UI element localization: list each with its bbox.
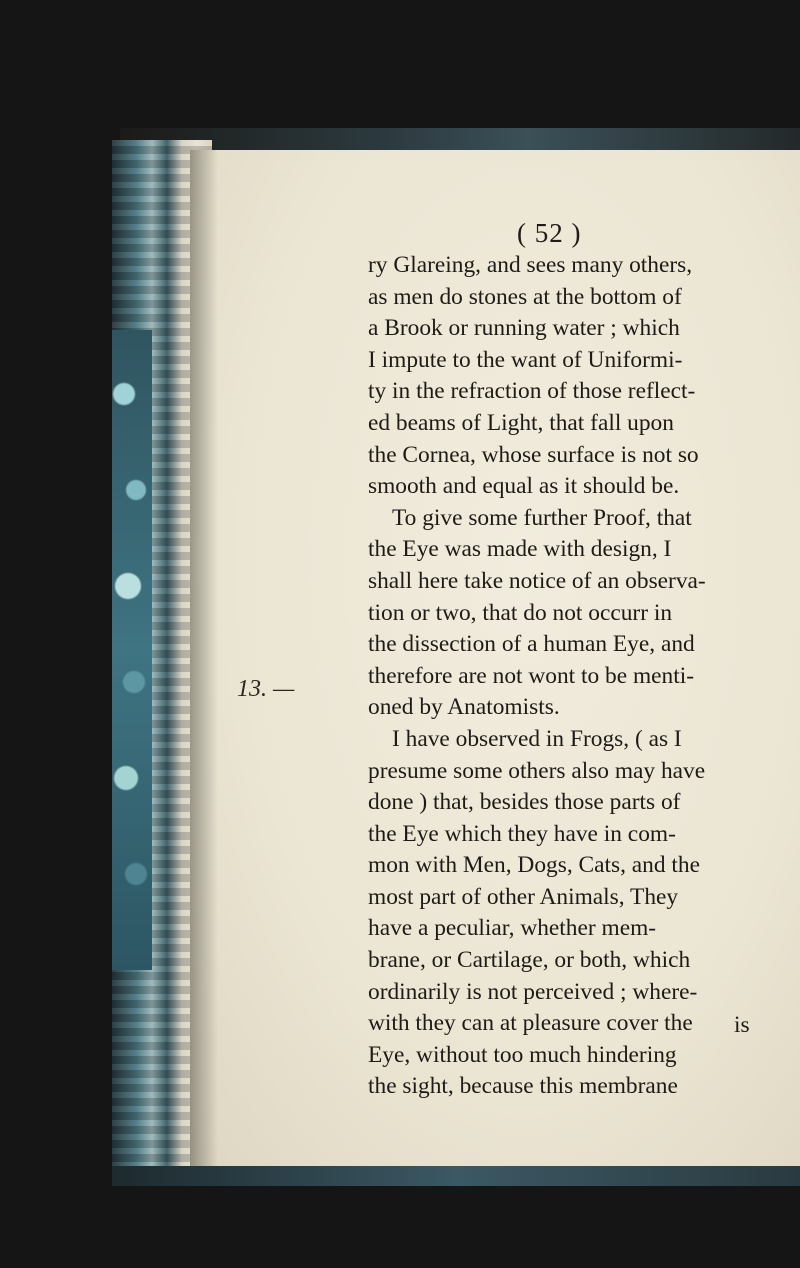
- text-line: presume some others also may have: [368, 757, 706, 784]
- book-cover-bottom-edge: [112, 1166, 800, 1186]
- text-line: with they can at pleasure cover the: [368, 1010, 693, 1037]
- text-line: as men do stones at the bottom of: [368, 283, 682, 310]
- text-line: have a peculiar, whether mem-: [368, 915, 657, 942]
- text-line: done ) that, besides those parts of: [368, 789, 681, 816]
- marbled-endpaper: [112, 330, 152, 970]
- text-line: the Cornea, whose surface is not so: [368, 441, 699, 468]
- text-line: brane, or Cartilage, or both, which: [368, 947, 691, 974]
- page-gutter-shadow: [190, 150, 218, 1172]
- text-line: ry Glareing, and sees many others,: [368, 252, 693, 278]
- text-line: the Eye was made with design, I: [368, 536, 672, 563]
- body-text: [368, 250, 706, 1103]
- text-line: I impute to the want of Uniformi-: [368, 346, 683, 373]
- text-line: ordinarily is not perceived ; where-: [368, 978, 698, 1005]
- margin-note: 13. —: [237, 676, 295, 702]
- page-number: ( 52 ): [517, 218, 582, 248]
- text-line: most part of other Animals, They: [368, 883, 679, 910]
- text-line: shall here take notice of an observa-: [368, 567, 706, 594]
- text-line: smooth and equal as it should be.: [368, 473, 680, 500]
- text-line: a Brook or running water ; which: [368, 315, 680, 342]
- text-line: mon with Men, Dogs, Cats, and the: [368, 852, 700, 879]
- text-line: Eye, without too much hindering: [368, 1041, 677, 1068]
- text-line: the Eye which they have in com-: [368, 820, 676, 847]
- text-line: I have observed in Frogs, ( as I: [392, 725, 682, 752]
- text-line: ty in the refraction of those reflect-: [368, 378, 696, 405]
- text-line: therefore are not wont to be menti-: [368, 662, 695, 689]
- text-line: ed beams of Light, that fall upon: [368, 409, 674, 436]
- text-line: tion or two, that do not occurr in: [368, 599, 673, 626]
- catchword: is: [734, 1012, 750, 1038]
- text-line: the dissection of a human Eye, and: [368, 631, 695, 658]
- text-line: To give some further Proof, that: [392, 504, 692, 531]
- text-line: oned by Anatomists.: [368, 694, 560, 721]
- text-line: the sight, because this membrane: [368, 1073, 678, 1100]
